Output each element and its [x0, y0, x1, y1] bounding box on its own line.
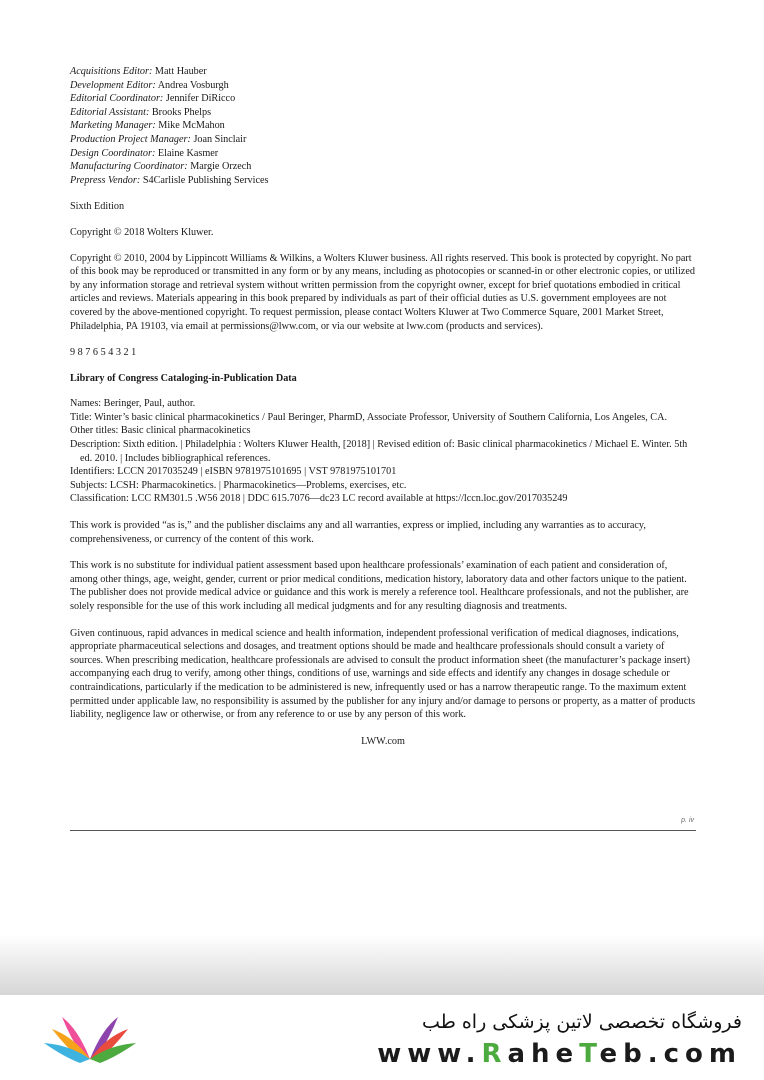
credit-name: Elaine Kasmer [157, 147, 219, 159]
credit-name: Margie Orzech [190, 161, 252, 173]
cip-heading: Library of Congress Cataloging-in-Publication Data [70, 372, 297, 384]
credit-role: Design Coordinator: [70, 147, 156, 159]
credit-name: S4Carlisle Publishing Services [142, 174, 269, 186]
publisher-website: LWW.com [361, 735, 405, 747]
cip-line: Description: Sixth edition. | Philadelphia : Wolters Kluwer Health, [2018] | Revised edition of: Basic clinical pharmacokinetics / Michael E. Winter. 5th ed. 2010. | Includes bibliographical references. [70, 439, 688, 464]
url-ahe: ahe [507, 1039, 580, 1069]
credit-row [70, 174, 696, 188]
credit-row [70, 160, 696, 174]
cip-line: Title: Winter’s basic clinical pharmacokinetics / Paul Beringer, PharmD, Associate Professor, University of Southern California, Los Angeles, CA. [70, 411, 667, 423]
cip-line: Classification: LCC RM301.5 .W56 2018 | DDC 615.7076—dc23 LC record available at https://lccn.loc.gov/2017035249 [70, 493, 568, 505]
credit-row [70, 147, 696, 161]
store-url [377, 1039, 742, 1069]
page-shadow [0, 935, 764, 995]
credit-row [70, 119, 696, 133]
credit-role: Acquisitions Editor: [70, 66, 153, 77]
credit-row [70, 79, 696, 93]
edition: Sixth Edition [70, 201, 125, 213]
credit-name: Matt Hauber [154, 66, 207, 77]
store-name: فروشگاه تخصصی لاتین پزشکی راه طب [422, 1011, 742, 1033]
url-accent-t: T [579, 1039, 600, 1069]
url-prefix: www. [377, 1039, 482, 1069]
credit-role: Production Project Manager: [70, 133, 191, 145]
disclaimer-verification: Given continuous, rapid advances in medical science and health information, independent professional verification of medical diagnoses, indications, appropriate pharmaceutical selections and dosages, and treatment options should be made and healthcare professionals should consult a variety of sources. When prescribing medication, healthcare professionals are advised to consult the product information sheet (the manufacturer’s package insert) accompanying each drug to verify, among other things, conditions of use, warnings and side effects and identify any changes in dosage schedule or contraindications, particularly if the medication to be administered is new, infrequently used or has a narrow therapeutic range. To the maximum extent permitted under applicable law, no responsibility is assumed by the publisher for any injury and/or damage to persons or property, as a matter of products liability, negligence law or otherwise, or from any reference to or use by any person of this work. [70, 627, 696, 721]
credit-name: Joan Sinclair [193, 133, 247, 145]
credit-role: Editorial Coordinator: [70, 93, 164, 105]
cip-line: Other titles: Basic clinical pharmacokinetics [70, 425, 251, 437]
credit-name: Mike McMahon [158, 120, 225, 132]
credit-role: Development Editor: [70, 79, 156, 91]
print-line: 9 8 7 6 5 4 3 2 1 [70, 347, 137, 359]
copyright-notice: Copyright © 2010, 2004 by Lippincott Williams & Wilkins, a Wolters Kluwer business. All rights reserved. This book is protected by copyright. No part of this book may be reproduced or transmitted in any form or by any means, including as photocopies or scanned-in or other electronic copies, or utilized by any information storage and retrieval system without written permission from the copyright owner, except for brief quotations embodied in critical articles and reviews. Materials appearing in this book prepared by individuals as part of their official duties as U.S. government employees are not covered by the above-mentioned copyright. To request permission, please contact Wolters Kluwer at Two Commerce Square, 2001 Market Street, Philadelphia, PA 19103, via email at permissions@lww.com, or via our website at lww.com (products and services). [70, 252, 695, 332]
footer-rule [70, 830, 696, 831]
credit-role: Editorial Assistant: [70, 106, 150, 118]
copyright-line: Copyright © 2018 Wolters Kluwer. [70, 226, 214, 238]
credit-row [70, 106, 696, 120]
credits-list [70, 65, 696, 187]
cip-line: Identifiers: LCCN 2017035249 | eISBN 9781975101695 | VST 9781975101701 [70, 466, 397, 478]
page-folio: p. iv [681, 817, 694, 824]
copyright-page [70, 65, 696, 748]
credit-name: Andrea Vosburgh [157, 79, 229, 91]
store-banner [0, 995, 764, 1080]
credit-role: Prepress Vendor: [70, 174, 141, 186]
cip-line: Subjects: LCSH: Pharmacokinetics. | Pharmacokinetics—Problems, exercises, etc. [70, 479, 407, 491]
open-book-rainbow-icon [40, 1007, 140, 1072]
credit-row [70, 133, 696, 147]
credit-name: Brooks Phelps [151, 106, 212, 118]
credit-row [70, 92, 696, 106]
cip-block [70, 397, 696, 506]
disclaimer-warranty: This work is provided “as is,” and the publisher disclaims any and all warranties, express or implied, including any warranties as to accuracy, comprehensiveness, or currency of the content of this work. [70, 520, 646, 545]
credit-row [70, 65, 696, 79]
url-suffix: eb.com [599, 1039, 742, 1069]
url-accent-r: R [481, 1039, 508, 1069]
disclaimer-assessment: This work is no substitute for individual patient assessment based upon healthcare professionals’ examination of each patient and consideration of, among other things, age, weight, gender, current or prior medical conditions, medication history, laboratory data and other factors unique to the patient. The publisher does not provide medical advice or guidance and this work is merely a reference tool. Healthcare professionals, and not the publisher, are solely responsible for the use of this work including all medical judgments and for any resulting diagnosis and treatments. [70, 560, 689, 612]
credit-role: Manufacturing Coordinator: [70, 161, 188, 173]
cip-line: Names: Beringer, Paul, author. [70, 398, 196, 410]
credit-role: Marketing Manager: [70, 120, 156, 132]
credit-name: Jennifer DiRicco [165, 93, 236, 105]
